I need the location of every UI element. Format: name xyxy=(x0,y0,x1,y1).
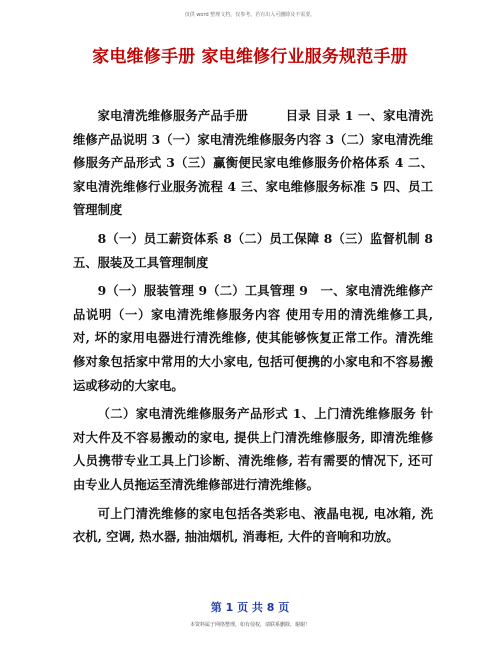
paragraph: （二）家电清洗维修服务产品形式 1、上门清洗维修服务 针对大件及不容易搬动的家电, 提供上门清洗维修服务, 即清洗维修人员携带专业工具上门诊断、清洗维修, 若有需要的情况下, 还可由专业人员拖运至清洗维修部进行清洗维修。 xyxy=(73,406,433,492)
footer-note: 本资料属于网络整理，如有侵权，请联系删除，谢谢！ xyxy=(189,622,310,628)
header-note: 仅供 word 整理文档，仅参考。若有出入可删除及不需要。 xyxy=(184,12,316,18)
document-body xyxy=(73,104,433,554)
paragraph: 家电清洗维修服务产品手册 目录 目录 1 一、家电清洗维修产品说明 3（一）家电清洗维修服务内容 3（二）家电清洗维修服务产品形式 3（三）赢衡便民家电维修服务价格体系 4 二、家电清洗维修行业服务流程 4 三、家电维修服务标准 5 四、员工管理制度 xyxy=(73,108,433,218)
paragraph: 8（一）员工薪资体系 8（二）员工保障 8（三）监督机制 8 五、服装及工具管理制度 xyxy=(73,230,433,270)
paragraph: 9（一）服装管理 9（二）工具管理 9 一、家电清洗维修产品说明（一）家电清洗维修服务内容 使用专用的清洗维修工具, 对, 坏的家用电器进行清洗维修, 使其能够恢复正常工作。清洗维修对象包括家中常用的大小家电, 包括可便携的小家电和不容易搬运或移动的大家电。 xyxy=(73,283,433,393)
paragraph: 可上门清洗维修的家电包括各类彩电、液晶电视, 电冰箱, 洗衣机, 空调, 热水器, 抽油烟机, 消毒柜, 大件的音响和功放。 xyxy=(73,505,433,545)
page-number: 第 1 页 共 8 页 xyxy=(210,601,290,614)
document-title: 家电维修手册 家电维修行业服务规范手册 xyxy=(92,47,408,67)
